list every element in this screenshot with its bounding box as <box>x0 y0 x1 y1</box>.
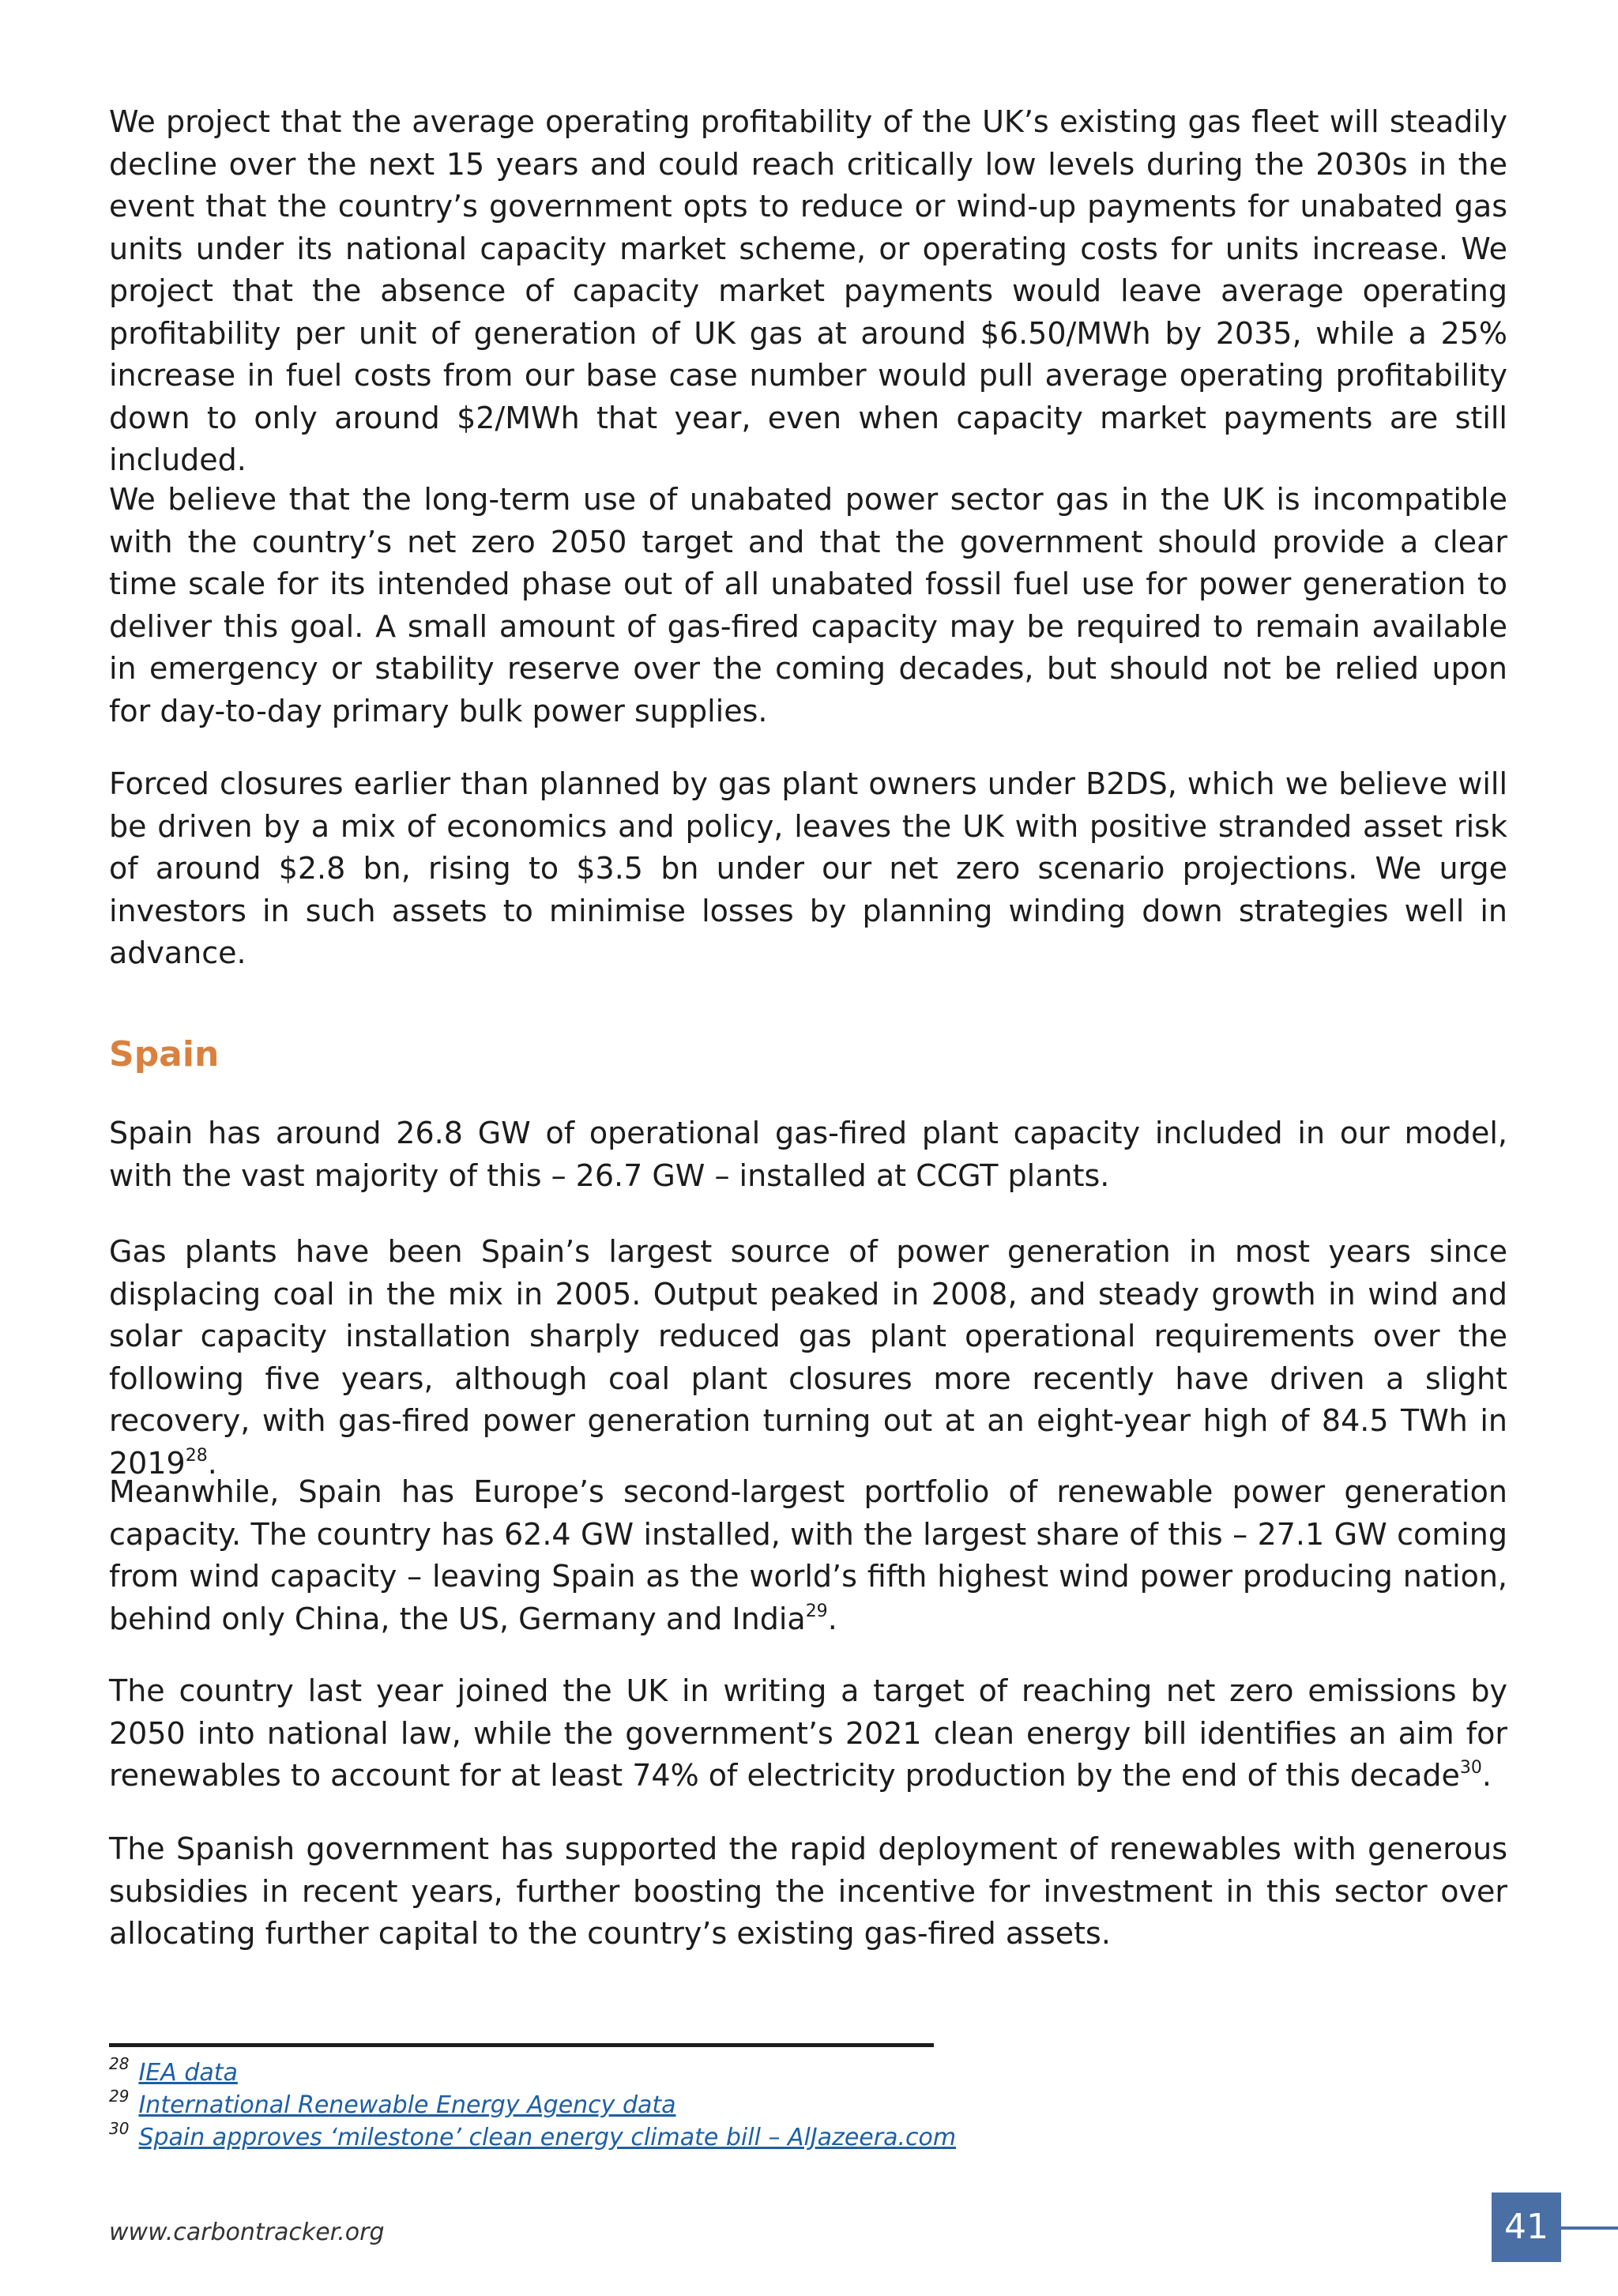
page-number-line <box>1561 2226 1618 2230</box>
section-heading-spain: Spain <box>109 1034 220 1075</box>
page-number: 41 <box>1492 2192 1561 2262</box>
footnote-28 <box>109 2054 238 2089</box>
footnote-30 <box>109 2119 957 2154</box>
footnote-link-irena[interactable]: International Renewable Energy Agency data <box>138 2091 676 2119</box>
paragraph-uk-net-zero: We believe that the long-term use of unabated power sector gas in the UK is incompatible with the country’s net zero 2050 target and that the government should provide a clear time scale for its intended phase out of all unabated fossil fuel use for power generation to deliver this goal. A small amount of gas-fired capacity may be required to remain available in emergency or stability reserve over the coming decades, but should not be relied upon for day-to-day primary bulk power supplies. <box>109 482 1507 728</box>
footnote-ref-29[interactable]: 29 <box>805 1601 828 1621</box>
footer-website: www.carbontracker.org <box>109 2219 385 2246</box>
paragraph-spain-net-zero-law: The country last year joined the UK in writing a target of reaching net zero emissions by 2050 into national law, while the government’s 2021 clean energy bill identifies an aim for renewables to account for at least 74% of electricity production by the end of this decade$^{30}$. <box>109 1673 1507 1793</box>
footnote-ref-28[interactable]: 28 <box>185 1445 208 1466</box>
paragraph-spain-subsidies: The Spanish government has supported the rapid deployment of renewables with generous subsidies in recent years, further boosting the incentive for investment in this sector over allocating further capital to the country’s existing gas-fired assets. <box>109 1831 1507 1951</box>
footnote-link-aljazeera[interactable]: Spain approves ‘milestone’ clean energy climate bill – AlJazeera.com <box>138 2124 957 2151</box>
paragraph-spain-capacity: Spain has around 26.8 GW of operational gas-fired plant capacity included in our model, with the vast majority of this – 26.7 GW – installed at CCGT plants. <box>109 1116 1507 1193</box>
paragraph-spain-renewables: Meanwhile, Spain has Europe’s second-largest portfolio of renewable power generation capacity. The country has 62.4 GW installed, with the largest share of this – 27.1 GW coming from wind capacity – leaving Spain as the world’s fifth highest wind power producing nation, behind only China, the US, Germany and India$^{29}$. <box>109 1474 1507 1636</box>
paragraph-uk-profitability: We project that the average operating profitability of the UK’s existing gas fleet will steadily decline over the next 15 years and could reach critically low levels during the 2030s in the event that the country’s government opts to reduce or wind-up payments for unabated gas units under its national capacity market scheme, or operating costs for units increase. We project that the absence of capacity market payments would leave average operating profitability per unit of generation of UK gas at around $6.50/MWh by 2035, while a 25% increase in fuel costs from our base case number would pull average operating profitability down to only around $2/MWh that year, even when capacity market payments are still included. <box>109 104 1507 477</box>
footnote-number: 28 <box>109 2054 130 2073</box>
footnote-divider <box>109 2043 934 2047</box>
paragraph-text: The country last year joined the UK in writing a target of reaching net zero emissions by 2050 into national law, while the government’s 2021 clean energy bill identifies an aim for renewables to account for at least 74% of electricity production by the end of this decade <box>109 1673 1507 1793</box>
footnote-number: 30 <box>109 2119 130 2138</box>
paragraph-text: Meanwhile, Spain has Europe’s second-largest portfolio of renewable power generation capacity. The country has 62.4 GW installed, with the largest share of this – 27.1 GW coming from wind capacity – leaving Spain as the world’s fifth highest wind power producing nation, behind only China, the US, Germany and India <box>109 1474 1507 1636</box>
paragraph-uk-stranded-assets: Forced closures earlier than planned by gas plant owners under B2DS, which we believe will be driven by a mix of economics and policy, leaves the UK with positive stranded asset risk of around $2.8 bn, rising to $3.5 bn under our net zero scenario projections. We urge investors in such assets to minimise losses by planning winding down strategies well in advance. <box>109 766 1507 970</box>
footnote-29 <box>109 2087 676 2121</box>
footnote-ref-30[interactable]: 30 <box>1459 1758 1482 1778</box>
footnote-link-iea[interactable]: IEA data <box>138 2059 238 2087</box>
footnote-number: 29 <box>109 2087 130 2106</box>
paragraph-spain-gas-generation: Gas plants have been Spain’s largest source of power generation in most years since displacing coal in the mix in 2005. Output peaked in 2008, and steady growth in wind and solar capacity installation sharply reduced gas plant operational requirements over the following five years, although coal plant closures more recently have driven a slight recovery, with gas-fired power generation turning out at an eight-year high of 84.5 TWh in 2019$^{28}$. <box>109 1234 1507 1481</box>
paragraph-text: Gas plants have been Spain’s largest source of power generation in most years since displacing coal in the mix in 2005. Output peaked in 2008, and steady growth in wind and solar capacity installation sharply reduced gas plant operational requirements over the following five years, although coal plant closures more recently have driven a slight recovery, with gas-fired power generation turning out at an eight-year high of 84.5 TWh in 2019 <box>109 1234 1507 1481</box>
